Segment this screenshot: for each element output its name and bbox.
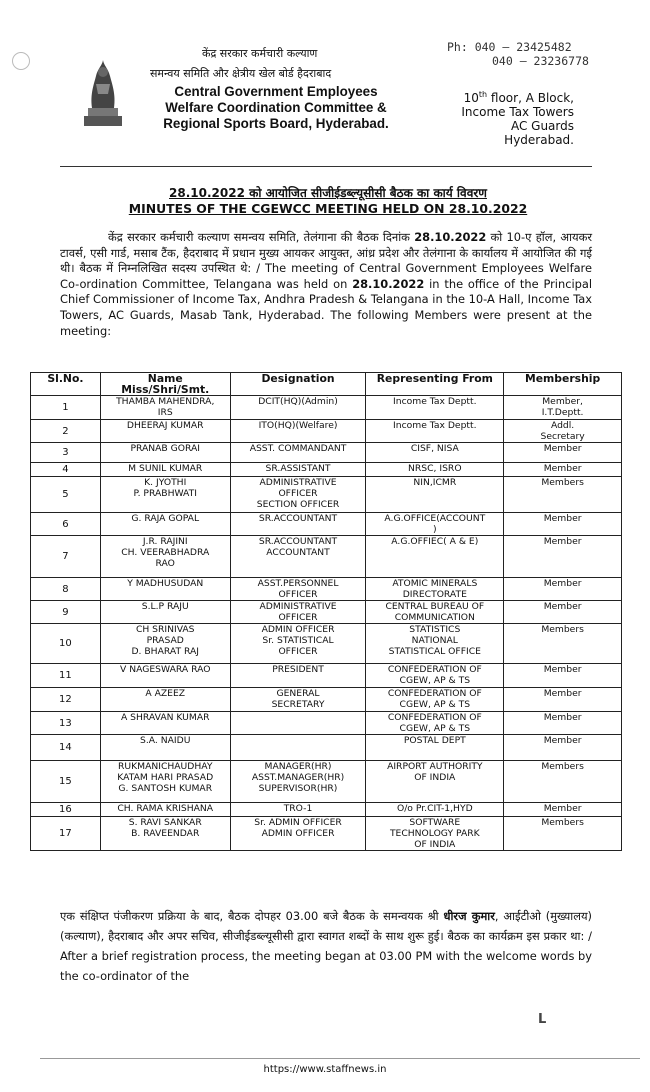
- cell-membership: Member: [504, 803, 622, 817]
- cell-representing: POSTAL DEPT: [366, 735, 504, 761]
- cell-designation: ADMINISTRATIVE OFFICER: [230, 601, 366, 624]
- cell-name: A AZEEZ: [100, 688, 230, 712]
- cell-membership: Member: [504, 536, 622, 578]
- cell-slno: 3: [31, 443, 101, 463]
- cell-designation: [230, 712, 366, 735]
- cell-membership: Member: [504, 735, 622, 761]
- org-name-line-3: Regional Sports Board, Hyderabad.: [163, 116, 389, 131]
- cell-name: M SUNIL KUMAR: [100, 463, 230, 477]
- cell-slno: 10: [31, 624, 101, 664]
- table-row: [31, 601, 622, 624]
- cell-slno: 6: [31, 513, 101, 536]
- cell-name: PRANAB GORAI: [100, 443, 230, 463]
- intro-paragraph: केंद्र सरकार कर्मचारी कल्याण समन्वय समिति, तेलंगाना की बैठक दिनांक 28.10.2022 को 10-ए हॉल, आयकर टावर्स, एसी गार्ड, मसाब टैंक, हैदराबाद में प्रधान मुख्य आयकर आयुक्त, आंध्र प्रदेश और तेलंगाना के कार्यालय में आयोजित की गई थी। बैठक में निम्नलिखित सदस्य उपस्थित थे: / The meeting of Central Government Employees Welfare Co-ordination Committee, Telangana was held on 28.10.2022 in the office of the Principal Chief Commissioner of Income Tax, Andhra Pradesh & Telangana in the 10-A Hall, Income Tax Towers, AC Guards, Masab Tank, Hyderabad. The following Members were present at the meeting:: [60, 230, 592, 338]
- col-header-slno: Sl.No.: [31, 373, 101, 396]
- cell-slno: 17: [31, 817, 101, 851]
- cell-name: CH SRINIVAS PRASAD D. BHARAT RAJ: [100, 624, 230, 664]
- cell-slno: 4: [31, 463, 101, 477]
- cell-name: S. RAVI SANKAR B. RAVEENDAR: [100, 817, 230, 851]
- cell-representing: CISF, NISA: [366, 443, 504, 463]
- cell-name: RUKMANICHAUDHAY KATAM HARI PRASAD G. SANTOSH KUMAR: [100, 761, 230, 803]
- org-name-line-2: Welfare Coordination Committee &: [165, 100, 387, 115]
- cell-representing: Income Tax Deptt.: [366, 396, 504, 420]
- table-row: [31, 817, 622, 851]
- table-row: [31, 463, 622, 477]
- cell-membership: Member, I.T.Deptt.: [504, 396, 622, 420]
- cell-designation: ADMIN OFFICER Sr. STATISTICAL OFFICER: [230, 624, 366, 664]
- table-row: [31, 712, 622, 735]
- cell-name: V NAGESWARA RAO: [100, 664, 230, 688]
- footer-divider: [40, 1058, 640, 1059]
- cell-name: S.L.P RAJU: [100, 601, 230, 624]
- table-row: [31, 477, 622, 513]
- cell-representing: O/o Pr.CIT-1,HYD: [366, 803, 504, 817]
- table-row: [31, 688, 622, 712]
- cell-designation: ADMINISTRATIVE OFFICER SECTION OFFICER: [230, 477, 366, 513]
- cell-membership: Member: [504, 601, 622, 624]
- cell-membership: Member: [504, 513, 622, 536]
- cell-name: G. RAJA GOPAL: [100, 513, 230, 536]
- cell-designation: PRESIDENT: [230, 664, 366, 688]
- cell-membership: Member: [504, 463, 622, 477]
- cell-slno: 11: [31, 664, 101, 688]
- header-hindi-line-1: केंद्र सरकार कर्मचारी कल्याण: [202, 47, 318, 60]
- cell-name: CH. RAMA KRISHANA: [100, 803, 230, 817]
- cell-designation: DCIT(HQ)(Admin): [230, 396, 366, 420]
- table-header-row: [31, 373, 622, 396]
- col-header-designation: Designation: [230, 373, 366, 396]
- cell-representing: AIRPORT AUTHORITY OF INDIA: [366, 761, 504, 803]
- cell-representing: Income Tax Deptt.: [366, 420, 504, 443]
- table-row: [31, 396, 622, 420]
- cell-representing: NRSC, ISRO: [366, 463, 504, 477]
- cell-representing: CONFEDERATION OF CGEW, AP & TS: [366, 688, 504, 712]
- cell-name: THAMBA MAHENDRA, IRS: [100, 396, 230, 420]
- cell-representing: A.G.OFFIEC( A & E): [366, 536, 504, 578]
- cell-membership: Member: [504, 443, 622, 463]
- cell-membership: Member: [504, 578, 622, 601]
- table-row: [31, 735, 622, 761]
- page-mark: L: [538, 1012, 547, 1027]
- cell-designation: ASST. COMMANDANT: [230, 443, 366, 463]
- cell-slno: 8: [31, 578, 101, 601]
- title-hindi: 28.10.2022 को आयोजित सीजीईडब्ल्यूसीसी बैठक का कार्य विवरण: [169, 186, 487, 200]
- footer-url: https://www.staffnews.in: [263, 1064, 387, 1075]
- phone-2: 040 – 23236778: [492, 54, 589, 68]
- cell-designation: SR.ACCOUNTANT ACCOUNTANT: [230, 536, 366, 578]
- organization-name: [140, 84, 412, 132]
- table-row: [31, 624, 622, 664]
- cell-membership: Member: [504, 664, 622, 688]
- header-divider: [60, 166, 592, 167]
- cell-slno: 16: [31, 803, 101, 817]
- table-row: [31, 420, 622, 443]
- cell-membership: Members: [504, 817, 622, 851]
- cell-slno: 12: [31, 688, 101, 712]
- table-row: [31, 578, 622, 601]
- cell-slno: 9: [31, 601, 101, 624]
- phone-1: Ph: 040 – 23425482: [447, 40, 572, 54]
- cell-designation: GENERAL SECRETARY: [230, 688, 366, 712]
- cell-designation: ITO(HQ)(Welfare): [230, 420, 366, 443]
- office-address: [450, 88, 574, 147]
- members-table-body: [31, 396, 622, 851]
- cell-slno: 13: [31, 712, 101, 735]
- table-row: [31, 443, 622, 463]
- cell-representing: A.G.OFFICE(ACCOUNT ): [366, 513, 504, 536]
- members-table: [30, 372, 622, 851]
- cell-name: Y MADHUSUDAN: [100, 578, 230, 601]
- col-header-membership: Membership: [504, 373, 622, 396]
- hole-punch-mark: [12, 52, 30, 70]
- cell-representing: NIN,ICMR: [366, 477, 504, 513]
- title-english: MINUTES OF THE CGEWCC MEETING HELD ON 28.10.2022: [128, 201, 528, 216]
- address-line-4: Hyderabad.: [504, 133, 574, 147]
- cell-designation: TRO-1: [230, 803, 366, 817]
- cell-designation: MANAGER(HR) ASST.MANAGER(HR) SUPERVISOR(HR): [230, 761, 366, 803]
- table-row: [31, 664, 622, 688]
- col-header-name: Name Miss/Shri/Smt.: [100, 373, 230, 396]
- header-hindi-line-2: समन्वय समिति और क्षेत्रीय खेल बोर्ड हैदराबाद: [150, 67, 332, 80]
- cell-name: A SHRAVAN KUMAR: [100, 712, 230, 735]
- cell-slno: 5: [31, 477, 101, 513]
- cell-representing: STATISTICS NATIONAL STATISTICAL OFFICE: [366, 624, 504, 664]
- meeting-date: 28.10.2022: [414, 230, 487, 244]
- col-header-representing: Representing From: [366, 373, 504, 396]
- cell-membership: Members: [504, 477, 622, 513]
- cell-representing: CONFEDERATION OF CGEW, AP & TS: [366, 664, 504, 688]
- cell-name: S.A. NAIDU: [100, 735, 230, 761]
- cell-designation: [230, 735, 366, 761]
- cell-representing: ATOMIC MINERALS DIRECTORATE: [366, 578, 504, 601]
- cell-membership: Addl. Secretary: [504, 420, 622, 443]
- cell-designation: SR.ASSISTANT: [230, 463, 366, 477]
- cell-representing: CONFEDERATION OF CGEW, AP & TS: [366, 712, 504, 735]
- cell-slno: 15: [31, 761, 101, 803]
- cell-name: DHEERAJ KUMAR: [100, 420, 230, 443]
- meeting-date-english: 28.10.2022: [352, 276, 425, 291]
- cell-membership: Members: [504, 761, 622, 803]
- table-row: [31, 803, 622, 817]
- cell-membership: Member: [504, 712, 622, 735]
- table-row: [31, 761, 622, 803]
- address-line-1: 10th floor, A Block,: [463, 90, 574, 105]
- cell-designation: ASST.PERSONNEL OFFICER: [230, 578, 366, 601]
- cell-membership: Member: [504, 688, 622, 712]
- cell-name: J.R. RAJINI CH. VEERABHADRA RAO: [100, 536, 230, 578]
- closing-paragraph: एक संक्षिप्त पंजीकरण प्रक्रिया के बाद, बैठक दोपहर 03.00 बजे बैठक के समन्वयक श्री धीरज कुमार, आईटीओ (मुख्यालय) (कल्याण), हैदराबाद और अपर सचिव, सीजीईडब्ल्यूसीसी द्वारा स्वागत शब्दों के साथ शुरू हुई। बैठक का कार्यक्रम इस प्रकार था: / After a brief registration process, the meeting began at 03.00 PM with the welcome words by the co-ordinator of the: [60, 909, 592, 983]
- cell-designation: Sr. ADMIN OFFICER ADMIN OFFICER: [230, 817, 366, 851]
- cell-membership: Members: [504, 624, 622, 664]
- address-line-2: Income Tax Towers: [461, 105, 574, 119]
- cell-representing: CENTRAL BUREAU OF COMMUNICATION: [366, 601, 504, 624]
- table-row: [31, 513, 622, 536]
- cell-name: K. JYOTHI P. PRABHWATI: [100, 477, 230, 513]
- table-row: [31, 536, 622, 578]
- cell-representing: SOFTWARE TECHNOLOGY PARK OF INDIA: [366, 817, 504, 851]
- cell-slno: 2: [31, 420, 101, 443]
- phone-numbers: [447, 40, 589, 68]
- cell-slno: 1: [31, 396, 101, 420]
- cell-designation: SR.ACCOUNTANT: [230, 513, 366, 536]
- cell-slno: 7: [31, 536, 101, 578]
- national-emblem-icon: [82, 54, 124, 132]
- address-line-3: AC Guards: [510, 119, 574, 133]
- cell-slno: 14: [31, 735, 101, 761]
- org-name-line-1: Central Government Employees: [174, 84, 378, 99]
- coordinator-name: धीरज कुमार: [443, 909, 495, 923]
